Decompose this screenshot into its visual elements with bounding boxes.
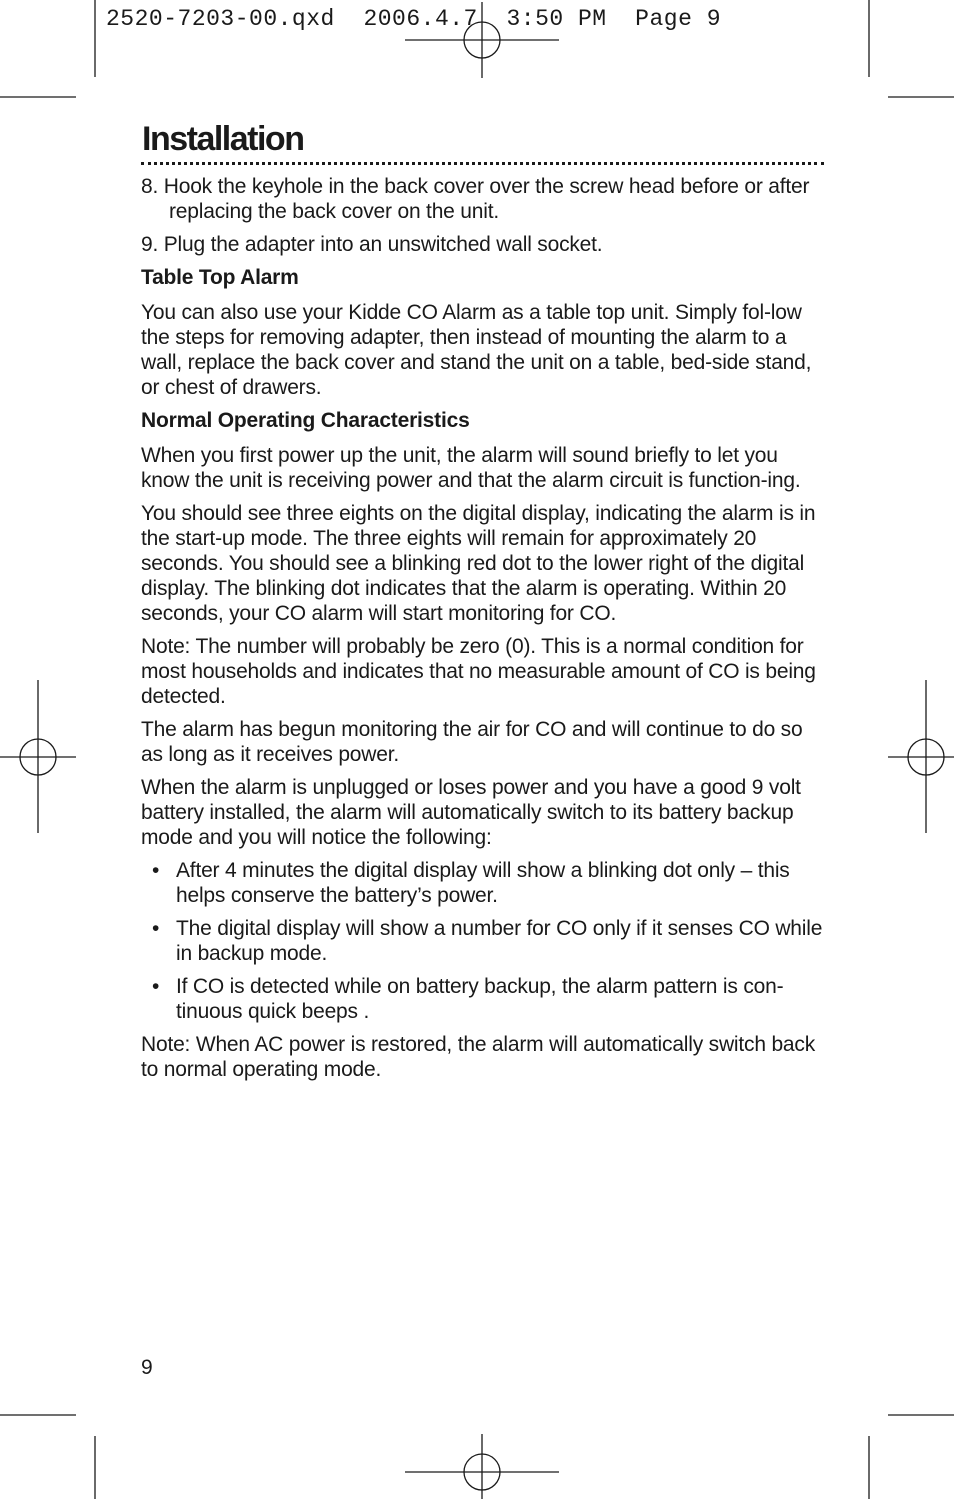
registration-target-right xyxy=(888,680,954,833)
normal-operating-heading: Normal Operating Characteristics xyxy=(141,409,470,432)
zero-note-paragraph: Note: The number will probably be zero (0). This is a normal condition for most households and indicates that no measurable amount of CO is being detected. xyxy=(141,635,816,708)
bullet-dot: • xyxy=(152,975,160,998)
page-number: 9 xyxy=(141,1356,153,1379)
print-slug: 2520-7203-00.qxd 2006.4.7 3:50 PM Page 9 xyxy=(106,6,721,32)
dotted-title-rule xyxy=(141,162,824,165)
step-9: 9. Plug the adapter into an unswitched wall socket. xyxy=(141,233,603,256)
ac-power-note: Note: When AC power is restored, the alarm will automatically switch back to normal operating mode. xyxy=(141,1033,816,1081)
registration-target-top xyxy=(405,2,559,78)
battery-backup-paragraph: When the alarm is unplugged or loses power and you have a good 9 volt battery installed, the alarm will automatically switch to its battery backup mode and you will notice the following: xyxy=(141,776,801,849)
list-item xyxy=(141,916,829,966)
list-item-text: The digital display will show a number for CO only if it senses CO while in backup mode. xyxy=(176,917,823,965)
page-content xyxy=(141,174,829,1090)
bullet-dot: • xyxy=(152,917,160,940)
list-item-text: If CO is detected while on battery backup, the alarm pattern is con-tinuous quick beeps . xyxy=(176,975,784,1023)
power-up-paragraph: When you first power up the unit, the alarm will sound briefly to let you know the unit is receiving power and that the alarm circuit is function-ing. xyxy=(141,444,801,492)
bullet-dot: • xyxy=(152,859,160,882)
list-item xyxy=(141,858,829,908)
registration-target-bottom xyxy=(405,1434,559,1499)
page-title: Installation xyxy=(142,120,304,158)
table-top-paragraph: You can also use your Kidde CO Alarm as a table top unit. Simply fol-low the steps for removing adapter, then instead of mounting the alarm to a wall, replace the back cover and stand the unit on a table, bed-side stand, or chest of drawers. xyxy=(141,301,812,399)
step-8: 8. Hook the keyhole in the back cover over the screw head before or after replacing the back cover on the unit. xyxy=(141,175,810,223)
list-item xyxy=(141,974,829,1024)
monitoring-paragraph: The alarm has begun monitoring the air for CO and will continue to do so as long as it receives power. xyxy=(141,718,803,766)
three-eights-paragraph: You should see three eights on the digital display, indicating the alarm is in the start-up mode. The three eights will remain for approximately 20 seconds. You should see a blinking red dot to the lower right of the digital display. The blinking dot indicates that the alarm is operating. Within 20 seconds, your CO alarm will start monitoring for CO. xyxy=(141,502,816,625)
backup-mode-list xyxy=(141,858,829,1024)
table-top-heading: Table Top Alarm xyxy=(141,266,299,289)
registration-target-left xyxy=(0,680,76,833)
list-item-text: After 4 minutes the digital display will show a blinking dot only – this helps conserve the battery’s power. xyxy=(176,859,790,907)
